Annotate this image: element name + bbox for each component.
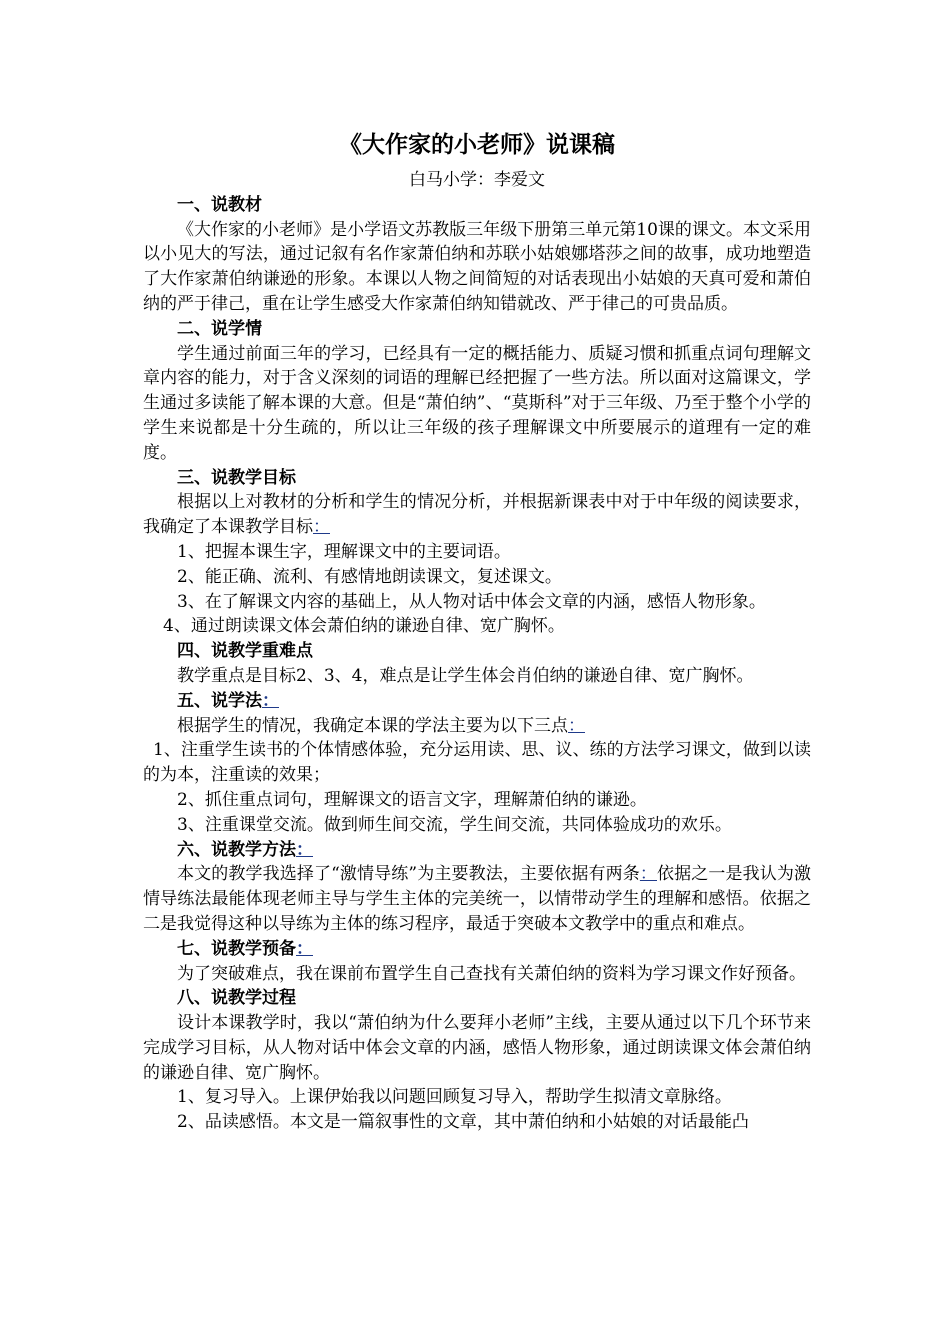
list-item: 4、通过朗读课文体会萧伯纳的谦逊自律、宽广胸怀。 (163, 616, 565, 637)
section-heading-goals: 三、说教学目标 (177, 467, 296, 488)
section-heading-preparation (143, 937, 811, 962)
paragraph (143, 714, 811, 739)
underlined-colon: ： (568, 715, 585, 736)
underlined-colon: ： (296, 938, 313, 959)
underlined-colon: ： (313, 517, 330, 538)
section-heading-textbook: 一、说教材 (177, 194, 262, 215)
heading-text: 五、说学法 (177, 690, 262, 711)
list-item: 1、注重学生读书的个体情感体验，充分运用读、思、议、练的方法学习课文，做到以读的为本，注重读的效果； (143, 740, 811, 786)
list-item: 2、品读感悟。本文是一篇叙事性的文章，其中萧伯纳和小姑娘的对话最能凸 (177, 1112, 749, 1133)
section-heading-teaching-methods (143, 838, 811, 863)
list-item: 1、把握本课生字，理解课文中的主要词语。 (177, 541, 511, 562)
list-item: 3、注重课堂交流。做到师生间交流，学生间交流，共同体验成功的欢乐。 (177, 814, 732, 835)
section-heading-process: 八、说教学过程 (177, 988, 296, 1009)
list-item: 1、复习导入。上课伊始我以问题回顾复习导入，帮助学生拟清文章脉络。 (177, 1087, 732, 1108)
document-page (143, 128, 811, 1135)
paragraph (143, 862, 811, 936)
list-item: 3、在了解课文内容的基础上，从人物对话中体会文章的内涵，感悟人物形象。 (177, 591, 766, 612)
paragraph: 为了突破难点，我在课前布置学生自己查找有关萧伯纳的资料为学习课文作好预备。 (177, 963, 806, 984)
paragraph: 设计本课教学时，我以“萧伯纳为什么要拜小老师”主线，主要从通过以下几个环节来完成学习目标，从人物对话中体会文章的内涵，感悟人物形象，通过朗读课文体会萧伯纳的谦逊自律、宽广胸怀。 (143, 1013, 811, 1083)
paragraph: 教学重点是目标2、3、4，难点是让学生体会肖伯纳的谦逊自律、宽广胸怀。 (177, 665, 754, 686)
underlined-colon: ： (262, 690, 279, 711)
underlined-colon: ： (639, 864, 657, 885)
list-item: 2、抓住重点词句，理解课文的语言文字，理解萧伯纳的谦逊。 (177, 789, 647, 810)
list-item: 2、能正确、流利、有感情地朗读课文，复述课文。 (177, 566, 562, 587)
paragraph: 《大作家的小老师》是小学语文苏教版三年级下册第三单元第10课的课文。本文采用以小见大的写法，通过记叙有名作家萧伯纳和苏联小姑娘娜塔莎之间的故事，成功地塑造了大作家萧伯纳谦逊的形象。本课以人物之间简短的对话表现出小姑娘的天真可爱和萧伯纳的严于律己，重在让学生感受大作家萧伯纳知错就改、严于律己的可贵品质。 (143, 219, 811, 314)
underlined-colon: ： (296, 839, 313, 860)
document-title: 《大作家的小老师》说课稿 (339, 132, 615, 158)
section-heading-key-points: 四、说教学重难点 (177, 641, 313, 662)
paragraph-text: 根据以上对教材的分析和学生的情况分析，并根据新课表中对于中年级的阅读要求，我确定了本课教学目标 (143, 492, 811, 538)
author-line: 白马小学：李爱文 (409, 170, 545, 190)
section-heading-learning-methods (143, 689, 811, 714)
paragraph: 学生通过前面三年的学习，已经具有一定的概括能力、质疑习惯和抓重点词句理解文章内容的能力，对于含义深刻的词语的理解已经把握了一些方法。所以面对这篇课文，学生通过多读能了解本课的大意。但是“萧伯纳”、“莫斯科”对于三年级、乃至于整个小学的学生来说都是十分生疏的，所以让三年级的孩子理解课文中所要展示的道理有一定的难度。 (143, 343, 811, 463)
heading-text: 六、说教学方法 (177, 839, 296, 860)
heading-text: 七、说教学预备 (177, 938, 296, 959)
paragraph-text: 本文的教学我选择了“激情导练”为主要教法，主要依据有两条 (177, 864, 640, 885)
paragraph-text: 依据之一是我认为激情导练法最能体现老师主导与学生主体的完美统一，以情带动学生的理解和感悟。依据之二是我觉得这种以导练为主体的练习程序，最适于突破本文教学中的重点和难点。 (143, 864, 811, 934)
paragraph-text: 根据学生的情况，我确定本课的学法主要为以下三点 (177, 715, 568, 736)
section-heading-students: 二、说学情 (177, 318, 262, 339)
paragraph (143, 490, 811, 540)
